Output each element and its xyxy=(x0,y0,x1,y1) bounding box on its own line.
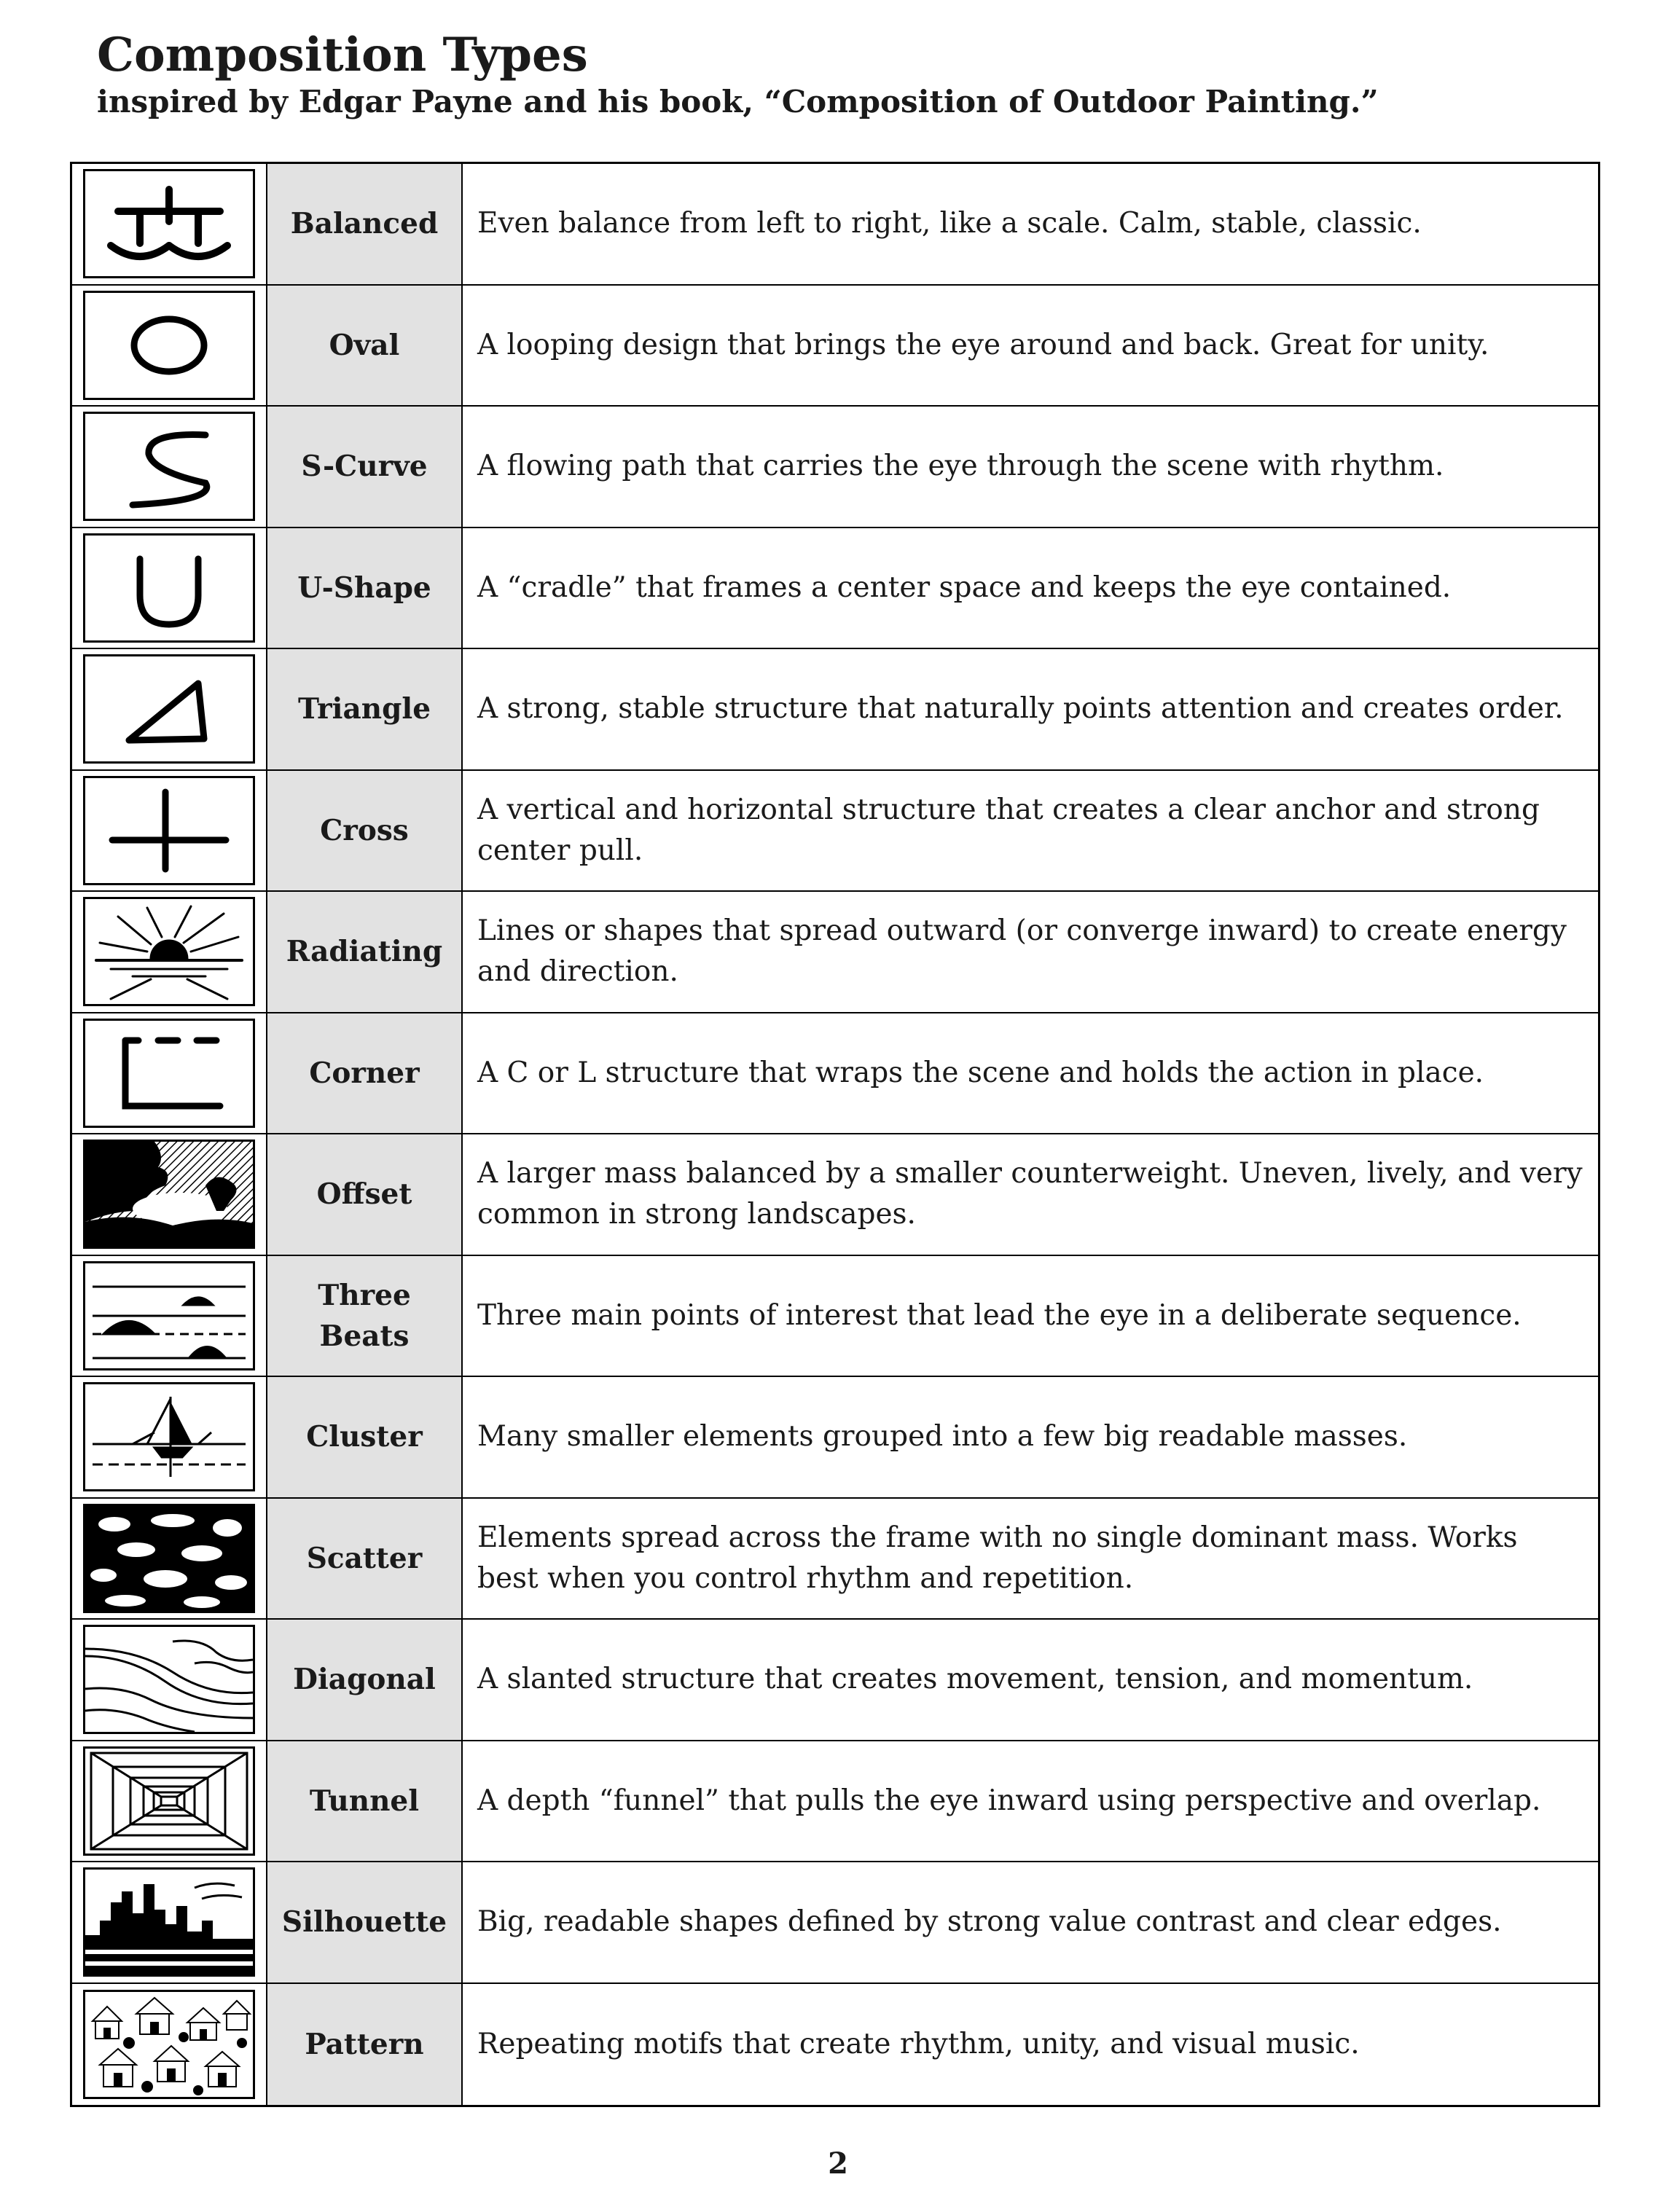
composition-description: Three main points of interest that lead the eye in a deliberate sequence. xyxy=(477,1298,1522,1332)
composition-description: A looping design that brings the eye around and back. Great for unity. xyxy=(477,328,1489,361)
scatter-icon xyxy=(83,1504,255,1613)
pattern-houses-icon xyxy=(83,1990,255,2099)
composition-name: Cluster xyxy=(267,1377,463,1497)
table-row xyxy=(72,771,1598,893)
composition-name: Corner xyxy=(267,1013,463,1134)
s-curve-icon xyxy=(83,412,255,521)
composition-name: Diagonal xyxy=(267,1620,463,1740)
table-row xyxy=(72,1984,1598,2106)
diagonal-hills-icon xyxy=(83,1625,255,1734)
table-row xyxy=(72,1256,1598,1378)
composition-description: A larger mass balanced by a smaller counterweight. Uneven, lively, and very common in strong landscapes. xyxy=(477,1157,1583,1231)
composition-name: Scatter xyxy=(267,1499,463,1619)
table-row xyxy=(72,892,1598,1013)
composition-name: Three Beats xyxy=(267,1256,463,1376)
composition-description: Many smaller elements grouped into a few big readable masses. xyxy=(477,1420,1408,1454)
table-row xyxy=(72,1620,1598,1741)
composition-description: Big, readable shapes defined by strong value contrast and clear edges. xyxy=(477,1905,1502,1939)
table-row xyxy=(72,286,1598,407)
composition-name: Balanced xyxy=(267,164,463,284)
composition-name: U-Shape xyxy=(267,528,463,648)
composition-description: Repeating motifs that create rhythm, unity, and visual music. xyxy=(477,2027,1360,2060)
radiating-sun-icon xyxy=(83,897,255,1006)
table-row xyxy=(72,528,1598,650)
composition-name: Tunnel xyxy=(267,1741,463,1862)
table-row xyxy=(72,164,1598,286)
composition-description: A “cradle” that frames a center space and keeps the eye contained. xyxy=(477,570,1452,604)
composition-name: Pattern xyxy=(267,1984,463,2106)
table-row xyxy=(72,407,1598,528)
tunnel-icon xyxy=(83,1746,255,1856)
composition-name: Offset xyxy=(267,1134,463,1255)
composition-table xyxy=(70,162,1600,2107)
composition-name: S-Curve xyxy=(267,407,463,527)
composition-description: Elements spread across the frame with no single dominant mass. Works best when you control rhythm and repetition. xyxy=(477,1521,1518,1595)
offset-landscape-icon xyxy=(83,1140,255,1249)
page-subtitle: inspired by Edgar Payne and his book, “Composition of Outdoor Painting.” xyxy=(97,84,1379,119)
sailboat-cluster-icon xyxy=(83,1382,255,1491)
composition-name: Radiating xyxy=(267,892,463,1012)
composition-description: A slanted structure that creates movement, tension, and momentum. xyxy=(477,1663,1473,1696)
table-row xyxy=(72,1499,1598,1620)
composition-description: A depth “funnel” that pulls the eye inward using perspective and overlap. xyxy=(477,1784,1541,1817)
composition-description: A C or L structure that wraps the scene and holds the action in place. xyxy=(477,1056,1484,1089)
composition-name: Cross xyxy=(267,771,463,891)
triangle-icon xyxy=(83,654,255,764)
page-title: Composition Types xyxy=(97,28,588,82)
u-shape-icon xyxy=(83,533,255,643)
corner-icon xyxy=(83,1019,255,1128)
composition-description: A strong, stable structure that naturally points attention and creates order. xyxy=(477,692,1564,726)
composition-description: A flowing path that carries the eye through the scene with rhythm. xyxy=(477,450,1444,483)
three-beats-icon xyxy=(83,1261,255,1370)
table-row xyxy=(72,1013,1598,1135)
scale-icon xyxy=(83,169,255,278)
page-number: 2 xyxy=(828,2146,848,2181)
composition-name: Triangle xyxy=(267,649,463,769)
composition-name: Oval xyxy=(267,286,463,406)
cross-icon xyxy=(83,776,255,885)
oval-icon xyxy=(83,291,255,400)
composition-description: Even balance from left to right, like a scale. Calm, stable, classic. xyxy=(477,207,1422,240)
composition-description: A vertical and horizontal structure that creates a clear anchor and strong center pull. xyxy=(477,793,1540,867)
city-silhouette-icon xyxy=(83,1867,255,1977)
table-row xyxy=(72,1377,1598,1499)
composition-name: Silhouette xyxy=(267,1862,463,1982)
table-row xyxy=(72,1862,1598,1984)
table-row xyxy=(72,649,1598,771)
table-row xyxy=(72,1134,1598,1256)
table-row xyxy=(72,1741,1598,1863)
composition-description: Lines or shapes that spread outward (or converge inward) to create energy and direction. xyxy=(477,914,1567,989)
